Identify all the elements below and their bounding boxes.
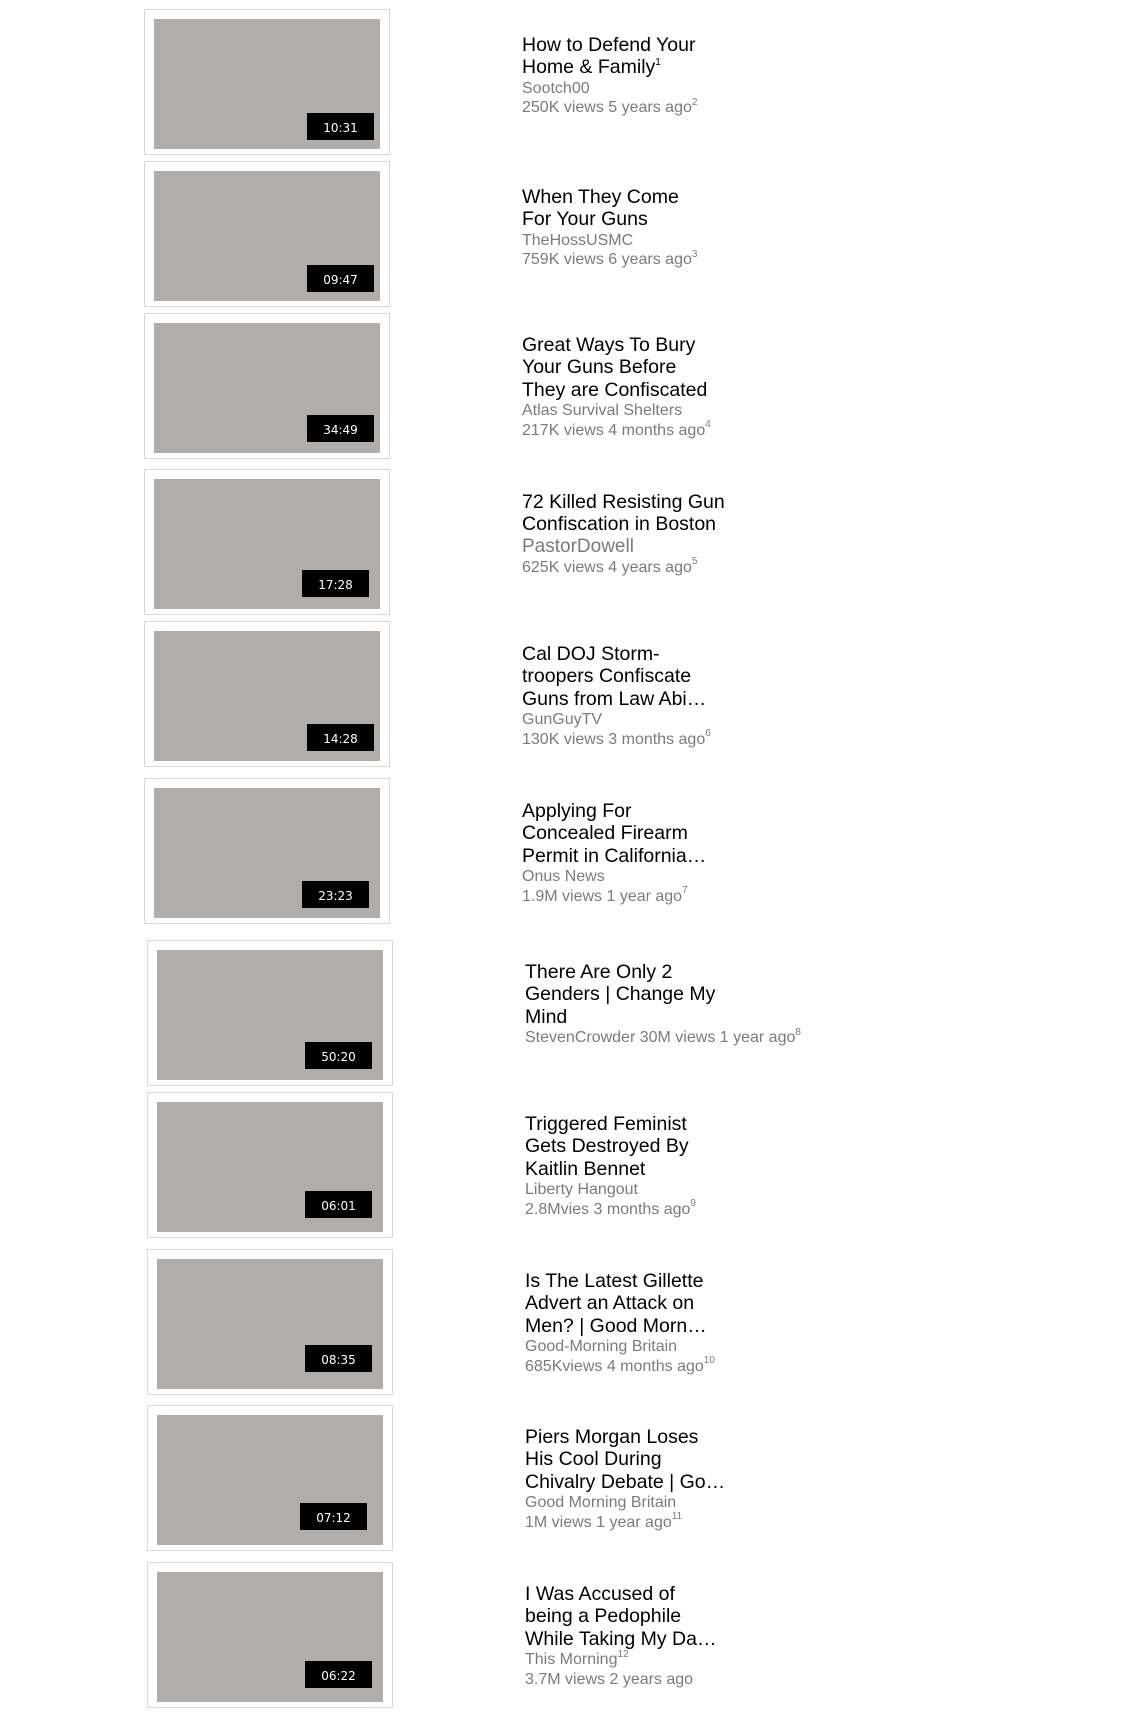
video-meta (522, 491, 822, 577)
footnote-marker: 11 (671, 1511, 683, 1523)
video-thumbnail-frame[interactable] (147, 1249, 393, 1395)
video-meta (525, 961, 825, 1048)
duration-badge: 14:28 (307, 724, 374, 751)
views-and-age: 2.8Mvies 3 months ago (525, 1200, 691, 1218)
video-meta (522, 643, 822, 749)
footnote-marker: 10 (703, 1355, 715, 1367)
video-title-line[interactable]: Advert an Attack on (525, 1292, 695, 1315)
footnote-marker: 4 (705, 419, 711, 431)
video-thumbnail-frame[interactable] (144, 621, 390, 767)
channel-name[interactable]: Liberty Hangout (525, 1181, 638, 1199)
video-stats (522, 887, 822, 907)
video-title-line[interactable]: There Are Only 2 (525, 961, 673, 983)
video-thumbnail-frame[interactable] (144, 161, 390, 307)
channel-name[interactable]: Good-Morning Britain (525, 1338, 678, 1356)
views-and-age: 217K views 4 months ago (522, 421, 706, 439)
video-title-line[interactable]: Men? | Good Morn… (525, 1314, 707, 1337)
video-title-line[interactable]: They are Confiscated (522, 378, 708, 401)
footnote-marker: 8 (795, 1026, 801, 1038)
duration-badge: 08:35 (305, 1345, 372, 1372)
video-stats: 3.7M views 2 years ago (525, 1670, 694, 1688)
duration-badge: 06:01 (305, 1191, 372, 1218)
video-title-line[interactable]: Applying For (522, 800, 632, 822)
video-stats (525, 1200, 825, 1220)
video-title-line[interactable]: While Taking My Da… (525, 1627, 717, 1650)
channel-name[interactable]: This Morning (525, 1651, 618, 1669)
views-and-age: 1.9M views 1 year ago (522, 887, 683, 905)
video-title-line[interactable]: Concealed Firearm (522, 822, 688, 845)
video-title-line[interactable]: Genders | Change My (525, 983, 716, 1006)
footnote-marker: 6 (705, 728, 711, 740)
channel-and-stats-row (525, 1028, 825, 1048)
video-title-line[interactable]: Guns from Law Abi… (522, 687, 707, 710)
channel-name[interactable]: StevenCrowder (525, 1029, 636, 1047)
video-title-line[interactable]: Triggered Feminist (525, 1113, 687, 1135)
video-thumbnail-frame[interactable] (147, 1405, 393, 1551)
footnote-marker: 12 (617, 1648, 629, 1660)
video-thumbnail-frame[interactable] (147, 1562, 393, 1708)
duration-badge: 23:23 (302, 881, 369, 908)
duration-badge: 17:28 (302, 570, 369, 597)
video-thumbnail-frame[interactable] (144, 469, 390, 615)
channel-name[interactable]: Atlas Survival Shelters (522, 402, 683, 420)
video-title-line[interactable]: His Cool During (525, 1448, 662, 1471)
video-meta (525, 1113, 825, 1219)
video-stats (522, 558, 822, 578)
footnote-marker: 5 (691, 556, 698, 568)
video-title-line[interactable]: Kaitlin Bennet (525, 1157, 646, 1180)
video-stats (522, 421, 822, 441)
video-title-line[interactable]: Confiscation in Boston (522, 513, 717, 536)
channel-name[interactable]: Onus News (522, 868, 605, 886)
video-title-text[interactable]: Home & Family (522, 56, 656, 79)
video-title-line[interactable]: 72 Killed Resisting Gun (522, 491, 725, 513)
channel-name[interactable]: PastorDowell (522, 535, 634, 557)
video-title-line[interactable]: Great Ways To Bury (522, 334, 696, 356)
video-title-line[interactable]: Gets Destroyed By (525, 1135, 689, 1158)
duration-badge: 10:31 (307, 113, 374, 140)
channel-name[interactable]: Sootch00 (522, 79, 590, 97)
video-stats (525, 1357, 825, 1377)
video-meta (522, 34, 822, 118)
video-stats (522, 98, 822, 118)
video-title-line[interactable] (522, 56, 822, 78)
video-thumbnail-frame[interactable] (147, 940, 393, 1086)
duration-badge: 50:20 (305, 1042, 372, 1069)
views-and-age: 1M views 1 year ago (525, 1513, 672, 1531)
channel-name[interactable]: TheHossUSMC (522, 231, 634, 249)
footnote-marker: 7 (682, 885, 688, 897)
video-title-line[interactable]: For Your Guns (522, 208, 648, 231)
video-title-line[interactable]: being a Pedophile (525, 1605, 682, 1628)
footnote-marker: 1 (655, 56, 661, 68)
video-thumbnail-frame[interactable] (144, 9, 390, 155)
duration-badge: 09:47 (307, 265, 374, 292)
views-and-age: 30M views 1 year ago (639, 1029, 796, 1047)
channel-name[interactable]: GunGuyTV (522, 711, 603, 729)
channel-row (525, 1650, 825, 1670)
views-and-age: 625K views 4 years ago (522, 558, 692, 576)
views-and-age: 759K views 6 years ago (522, 251, 692, 269)
video-thumbnail-frame[interactable] (144, 778, 390, 924)
video-title-line[interactable]: I Was Accused of (525, 1583, 675, 1605)
views-and-age: 685Kviews 4 months ago (525, 1357, 704, 1375)
video-title-line[interactable]: Chivalry Debate | Go… (525, 1470, 726, 1493)
video-stats (525, 1513, 825, 1533)
duration-badge: 07:12 (300, 1503, 367, 1530)
video-meta (525, 1583, 825, 1689)
video-thumbnail-frame[interactable] (147, 1092, 393, 1238)
video-title-line[interactable]: Is The Latest Gillette (525, 1270, 704, 1292)
views-and-age: 250K views 5 years ago (522, 99, 692, 117)
footnote-marker: 9 (690, 1198, 696, 1210)
footnote-marker: 2 (691, 96, 698, 108)
duration-badge: 34:49 (307, 415, 374, 442)
video-title-line[interactable]: Cal DOJ Storm- (522, 643, 660, 665)
channel-name[interactable]: Good Morning Britain (525, 1494, 677, 1512)
video-meta (522, 800, 822, 906)
video-thumbnail-frame[interactable] (144, 313, 390, 459)
views-and-age: 130K views 3 months ago (522, 730, 706, 748)
video-title-line[interactable]: When They Come (522, 186, 679, 208)
video-meta (525, 1426, 825, 1532)
video-title-line[interactable]: Your Guns Before (522, 356, 677, 379)
video-title-line[interactable]: Piers Morgan Loses (525, 1426, 699, 1448)
video-stats (522, 250, 822, 270)
video-title-line[interactable]: Permit in California… (522, 844, 707, 867)
video-meta (525, 1270, 825, 1376)
video-stats (522, 730, 822, 750)
video-meta (522, 334, 822, 440)
video-title-line[interactable]: Mind (525, 1005, 568, 1028)
video-title-line[interactable]: How to Defend Your (522, 34, 696, 56)
footnote-marker: 3 (691, 248, 698, 260)
video-meta (522, 186, 822, 270)
duration-badge: 06:22 (305, 1661, 372, 1688)
video-title-line[interactable]: troopers Confiscate (522, 665, 692, 688)
